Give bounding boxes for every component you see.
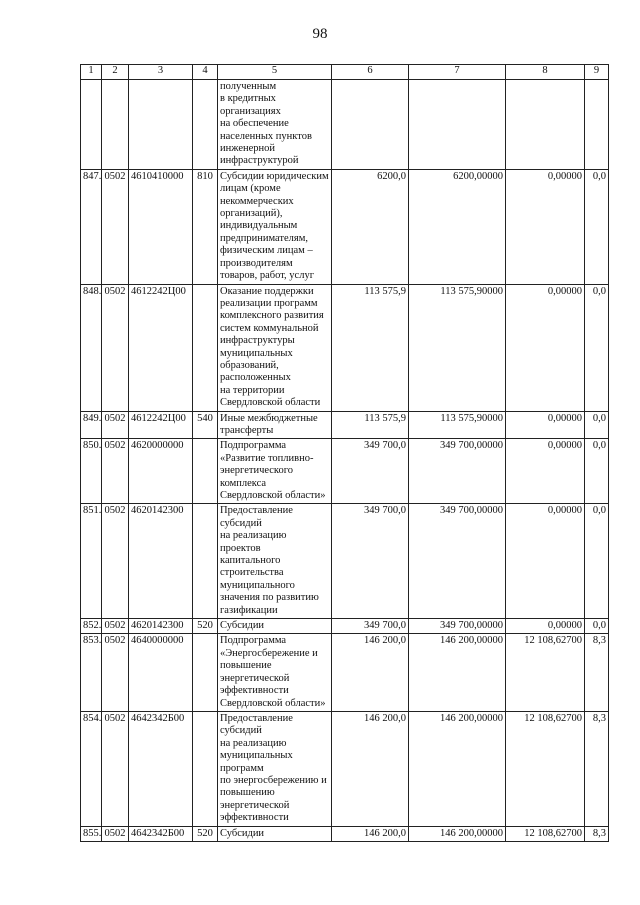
table-row [81,80,609,170]
header-cell-8: 8 [506,65,585,80]
table-row [81,284,609,411]
value-col6-cell: 349 700,0 [332,439,409,504]
expense-type-cell: 520 [193,619,218,634]
article-code-cell: 4642342Б00 [129,711,193,826]
value-col7-cell: 146 200,00000 [409,634,506,711]
value-col8-cell: 0,00000 [506,411,585,439]
value-col9-cell: 0,0 [585,619,609,634]
header-cell-9: 9 [585,65,609,80]
row-number-cell: 854. [81,711,102,826]
article-code-cell: 4620142300 [129,504,193,619]
item-name-cell: Подпрограмма «Развитие топливно- энергетического комплекса Свердловской области» [218,439,332,504]
value-col9-cell: 8,3 [585,826,609,841]
value-col8-cell: 12 108,62700 [506,634,585,711]
value-col9-cell: 0,0 [585,169,609,284]
value-col7-cell: 113 575,90000 [409,411,506,439]
value-col6-cell [332,80,409,170]
value-col7-cell: 349 700,00000 [409,619,506,634]
item-name-cell: Иные межбюджетные трансферты [218,411,332,439]
row-number-cell: 855. [81,826,102,841]
item-name-cell: Предоставление субсидий на реализацию муниципальных программ по энергосбережению и повышению энергетической эффективности [218,711,332,826]
item-name-cell: Субсидии юридическим лицам (кроме некоммерческих организаций), индивидуальным предпринимателям, физическим лицам – производителям товаров, работ, услуг [218,169,332,284]
table-row [81,711,609,826]
budget-table [80,64,609,842]
header-cell-3: 3 [129,65,193,80]
header-cell-5: 5 [218,65,332,80]
row-number-cell: 853. [81,634,102,711]
value-col6-cell: 146 200,0 [332,711,409,826]
value-col7-cell: 146 200,00000 [409,826,506,841]
article-code-cell: 4612242Ц00 [129,284,193,411]
value-col8-cell: 12 108,62700 [506,826,585,841]
section-code-cell: 0502 [102,284,129,411]
value-col7-cell: 349 700,00000 [409,504,506,619]
expense-type-cell [193,284,218,411]
expense-type-cell: 810 [193,169,218,284]
value-col6-cell: 146 200,0 [332,826,409,841]
table-row [81,504,609,619]
expense-type-cell [193,711,218,826]
value-col9-cell: 0,0 [585,411,609,439]
table-row [81,826,609,841]
value-col8-cell: 0,00000 [506,619,585,634]
value-col7-cell: 349 700,00000 [409,439,506,504]
value-col9-cell [585,80,609,170]
expense-type-cell: 520 [193,826,218,841]
value-col9-cell: 0,0 [585,284,609,411]
article-code-cell: 4640000000 [129,634,193,711]
header-cell-2: 2 [102,65,129,80]
header-cell-7: 7 [409,65,506,80]
article-code-cell: 4620000000 [129,439,193,504]
section-code-cell: 0502 [102,634,129,711]
value-col8-cell: 0,00000 [506,284,585,411]
table-row [81,411,609,439]
header-cell-1: 1 [81,65,102,80]
value-col7-cell: 113 575,90000 [409,284,506,411]
value-col6-cell: 349 700,0 [332,504,409,619]
value-col8-cell [506,80,585,170]
row-number-cell: 849. [81,411,102,439]
section-code-cell: 0502 [102,711,129,826]
row-number-cell [81,80,102,170]
item-name-cell: Субсидии [218,619,332,634]
value-col9-cell: 0,0 [585,504,609,619]
header-cell-4: 4 [193,65,218,80]
expense-type-cell [193,634,218,711]
article-code-cell: 4610410000 [129,169,193,284]
value-col7-cell: 146 200,00000 [409,711,506,826]
article-code-cell [129,80,193,170]
article-code-cell: 4620142300 [129,619,193,634]
item-name-cell: Субсидии [218,826,332,841]
section-code-cell [102,80,129,170]
table-row [81,634,609,711]
expense-type-cell: 540 [193,411,218,439]
value-col6-cell: 113 575,9 [332,284,409,411]
item-name-cell: Подпрограмма «Энергосбережение и повышение энергетической эффективности Свердловской области» [218,634,332,711]
section-code-cell: 0502 [102,619,129,634]
value-col8-cell: 0,00000 [506,504,585,619]
value-col6-cell: 6200,0 [332,169,409,284]
value-col8-cell: 12 108,62700 [506,711,585,826]
section-code-cell: 0502 [102,439,129,504]
section-code-cell: 0502 [102,169,129,284]
expense-type-cell [193,80,218,170]
section-code-cell: 0502 [102,504,129,619]
value-col9-cell: 0,0 [585,439,609,504]
value-col8-cell: 0,00000 [506,169,585,284]
value-col6-cell: 146 200,0 [332,634,409,711]
row-number-cell: 848. [81,284,102,411]
row-number-cell: 847. [81,169,102,284]
value-col9-cell: 8,3 [585,711,609,826]
expense-type-cell [193,439,218,504]
table-row [81,169,609,284]
header-row [81,65,609,80]
row-number-cell: 852. [81,619,102,634]
table-row [81,619,609,634]
value-col9-cell: 8,3 [585,634,609,711]
value-col6-cell: 113 575,9 [332,411,409,439]
header-cell-6: 6 [332,65,409,80]
table-header [81,65,609,80]
value-col8-cell: 0,00000 [506,439,585,504]
row-number-cell: 851. [81,504,102,619]
item-name-cell: Оказание поддержки реализации программ комплексного развития систем коммунальной инфраструктуры муниципальных образований, расположенных на территории Свердловской области [218,284,332,411]
table-row [81,439,609,504]
section-code-cell: 0502 [102,411,129,439]
item-name-cell: полученным в кредитных организациях на обеспечение населенных пунктов инженерной инфраструктурой [218,80,332,170]
row-number-cell: 850. [81,439,102,504]
expense-type-cell [193,504,218,619]
article-code-cell: 4642342Б00 [129,826,193,841]
section-code-cell: 0502 [102,826,129,841]
value-col6-cell: 349 700,0 [332,619,409,634]
value-col7-cell: 6200,00000 [409,169,506,284]
article-code-cell: 4612242Ц00 [129,411,193,439]
value-col7-cell [409,80,506,170]
item-name-cell: Предоставление субсидий на реализацию проектов капитального строительства муниципального значения по развитию газификации [218,504,332,619]
table-body [81,80,609,842]
page-number: 98 [312,26,328,42]
